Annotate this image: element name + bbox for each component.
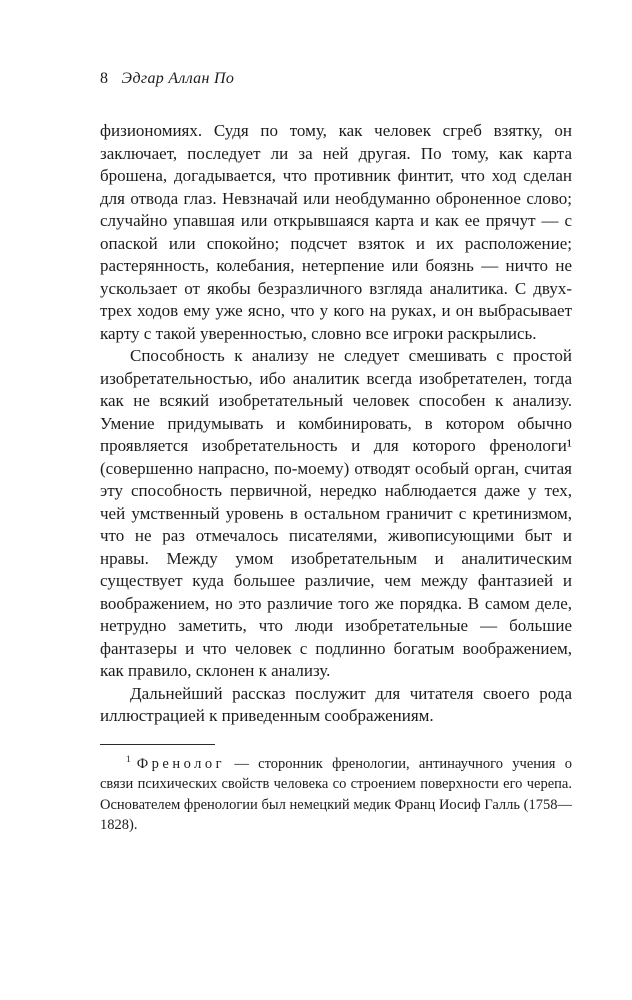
running-head	[100, 70, 572, 88]
footnote-section	[100, 744, 572, 836]
footnote-marker: 1	[126, 754, 131, 765]
paragraph: Способность к анализу не следует смешивать с простой изобретательностью, ибо аналитик всегда изобретателен, тогда как не всякий изобретательный человек способен к анализу. Умение придумывать и комбинировать, в котором обычно проявляется изобретательность и для которого френологи¹ (совершенно напрасно, по-моему) отводят особый орган, считая эту способность первичной, нередко наблюдается даже у тех, чей умственный уровень в остальном граничит с кретинизмом, что не раз отмечалось писателями, живописующими быт и нравы. Между умом изобретательным и аналитическим существует куда большее различие, чем между фантазией и воображением, но это различие того же порядка. В самом деле, нетрудно заметить, что люди изобретательные — большие фантазеры и что человек с подлинно богатым воображением, как правило, склонен к анализу.	[100, 346, 572, 680]
footnote-text	[100, 754, 572, 836]
footnote-divider	[100, 744, 215, 745]
body-text	[100, 120, 572, 728]
page-number: 8	[100, 70, 109, 87]
footnote-body: — сторонник френологии, антинаучного учения о связи психических свойств человека со строением поверхности его черепа. Основателем френологии был немецкий медик Франц Иосиф Галль (1758—1828).	[100, 755, 572, 833]
running-title: Эдгар Аллан По	[121, 70, 235, 87]
page-content	[100, 70, 572, 836]
paragraph: Дальнейший рассказ послужит для читателя своего рода иллюстрацией к приведенным соображениям.	[100, 683, 572, 725]
paragraph-continuation: физиономиях. Судя по тому, как человек сгреб взятку, он заключает, последует ли за ней другая. По тому, как карта брошена, догадывается, что противник финтит, что ход сделан для отвода глаз. Невзначай или необдуманно оброненное слово; случайно упавшая или открывшаяся карта и как ее прячут — с опаской или спокойно; подсчет взяток и их расположение; растерянность, колебания, нетерпение или боязнь — ничто не ускользает от якобы безразличного взгляда аналитика. С двух-трех ходов ему уже ясно, что у кого на руках, и он выбрасывает карту с такой уверенностью, словно все игроки раскрылись.	[100, 121, 572, 343]
footnote-term: Френолог	[136, 755, 226, 772]
